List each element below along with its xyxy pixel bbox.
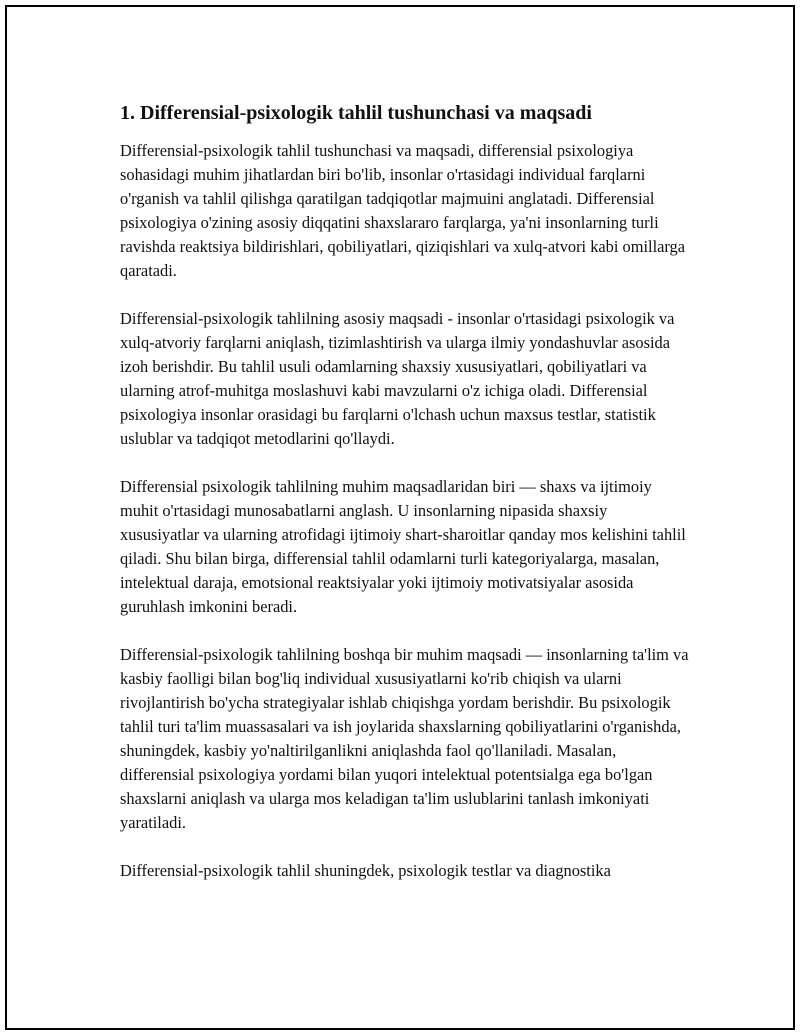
paragraph-5: Differensial-psixologik tahlil shuningdek, psixologik testlar va diagnostika bbox=[120, 861, 611, 880]
document-body bbox=[120, 99, 690, 907]
paragraph-4: Differensial-psixologik tahlilning boshqa bir muhim maqsadi — insonlarning ta'lim va kasbiy faolligi bilan bog'liq individual xususiyatlarni ko'rib chiqish va ularni rivojlantirish bo'ycha strategiyalar ishlab chiqishga yordam berishdir. Bu psixologik tahlil turi ta'lim muassasalari va ish joylarida shaxslarning qobiliyatlarini o'rganishda, shuningdek, kasbiy yo'naltirilganlikni aniqlashda faol qo'llaniladi. Masalan, differensial psixologiya yordami bilan yuqori intelektual potentsialga ega bo'lgan shaxslarni aniqlash va ularga mos keladigan ta'lim uslublarini tanlash imkoniyati yaratiladi. bbox=[120, 645, 689, 832]
page-frame bbox=[5, 5, 795, 1030]
paragraph-1: Differensial-psixologik tahlil tushunchasi va maqsadi, differensial psixologiya sohasidagi muhim jihatlardan biri bo'lib, insonlar o'rtasidagi individual farqlarni o'rganish va tahlil qilishga qaratilgan tadqiqotlar majmuini anglatadi. Differensial psixologiya o'zining asosiy diqqatini shaxslararo farqlarga, ya'ni insonlarning turli ravishda reaktsiya bildirishlari, qobiliyatlari, qiziqishlari va xulq-atvori kabi omillarga qaratadi. bbox=[120, 141, 686, 280]
paragraph-3: Differensial psixologik tahlilning muhim maqsadlaridan biri — shaxs va ijtimoiy muhit o'rtasidagi munosabatlarni anglash. U insonlarning nipasida shaxsiy xususiyatlar va ularning atrofidagi ijtimoiy shart-sharoitlar qanday mos kelishini tahlil qiladi. Shu bilan birga, differensial tahlil odamlarni turli kategoriyalarga, masalan, intelektual daraja, emotsional reaktsiyalar yoki ijtimoiy motivatsiyalar asosida guruhlash imkonini beradi. bbox=[120, 477, 686, 616]
section-heading: 1. Differensial-psixologik tahlil tushunchasi va maqsadi bbox=[120, 102, 592, 124]
paragraph-2: Differensial-psixologik tahlilning asosiy maqsadi - insonlar o'rtasidagi psixologik va xulq-atvoriy farqlarni aniqlash, tizimlashtirish va ularga ilmiy yondashuvlar asosida izoh berishdir. Bu tahlil usuli odamlarning shaxsiy xususiyatlari, qobiliyatlari va ularning atrof-muhitga moslashuvi kabi mavzularni o'z ichiga oladi. Differensial psixologiya insonlar orasidagi bu farqlarni o'lchash uchun maxsus testlar, statistik uslublar va tadqiqot metodlarini qo'llaydi. bbox=[120, 309, 675, 448]
